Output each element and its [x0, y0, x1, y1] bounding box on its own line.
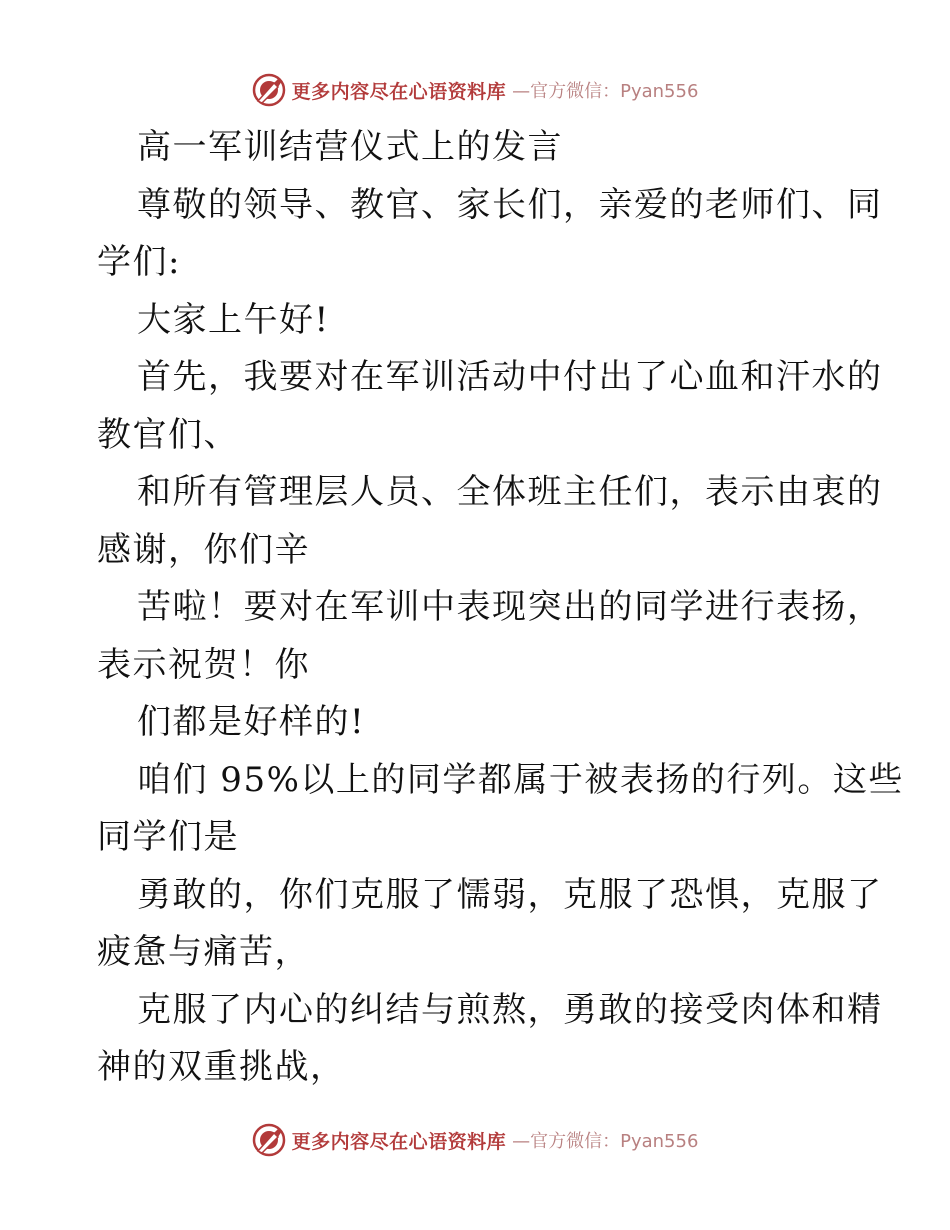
text-line: 尊敬的领导、教官、家长们，亲爱的老师们、同 — [137, 184, 883, 225]
pen-circle-icon — [252, 1123, 286, 1157]
text-line: 勇敢的，你们克服了懦弱，克服了恐惧，克服了 — [137, 874, 883, 915]
text-line: 大家上午好! — [137, 299, 330, 340]
text-line: 首先，我要对在军训活动中付出了心血和汗水的 — [137, 357, 883, 397]
text-line: 苦啦！要对在军训中表现突出的同学进行表扬， — [137, 587, 883, 627]
document-title: 高一军训结营仪式上的发言 — [137, 127, 563, 167]
text-line: 们都是好样的! — [137, 702, 366, 742]
text-line: 感谢，你们辛 — [97, 529, 310, 570]
header-banner-content — [252, 73, 699, 107]
text-line: 神的双重挑战， — [97, 1047, 346, 1087]
text-line: 表示祝贺！你 — [97, 644, 310, 685]
document-body — [97, 119, 904, 1097]
footer-banner — [0, 1120, 950, 1160]
banner-main-text: 更多内容尽在心语资料库 — [291, 1130, 507, 1153]
footer-banner-content — [252, 1123, 699, 1157]
banner-sub-text: —官方微信：Pyan556 — [512, 81, 699, 102]
text-line: 学们: — [97, 242, 181, 282]
pen-circle-icon — [252, 73, 286, 107]
banner-main-text: 更多内容尽在心语资料库 — [291, 80, 507, 103]
text-line: 教官们、 — [97, 414, 239, 455]
text-line: 和所有管理层人员、全体班主任们，表示由衷的 — [137, 472, 883, 512]
text-line: 疲惫与痛苦， — [97, 932, 310, 972]
text-line: 克服了内心的纠结与煎熬，勇敢的接受肉体和精 — [137, 989, 883, 1030]
header-banner — [0, 70, 950, 110]
text-line: 咱们 95%以上的同学都属于被表扬的行列。这些 — [137, 759, 904, 800]
text-line: 同学们是 — [97, 817, 239, 857]
banner-sub-text: —官方微信：Pyan556 — [512, 1131, 699, 1152]
